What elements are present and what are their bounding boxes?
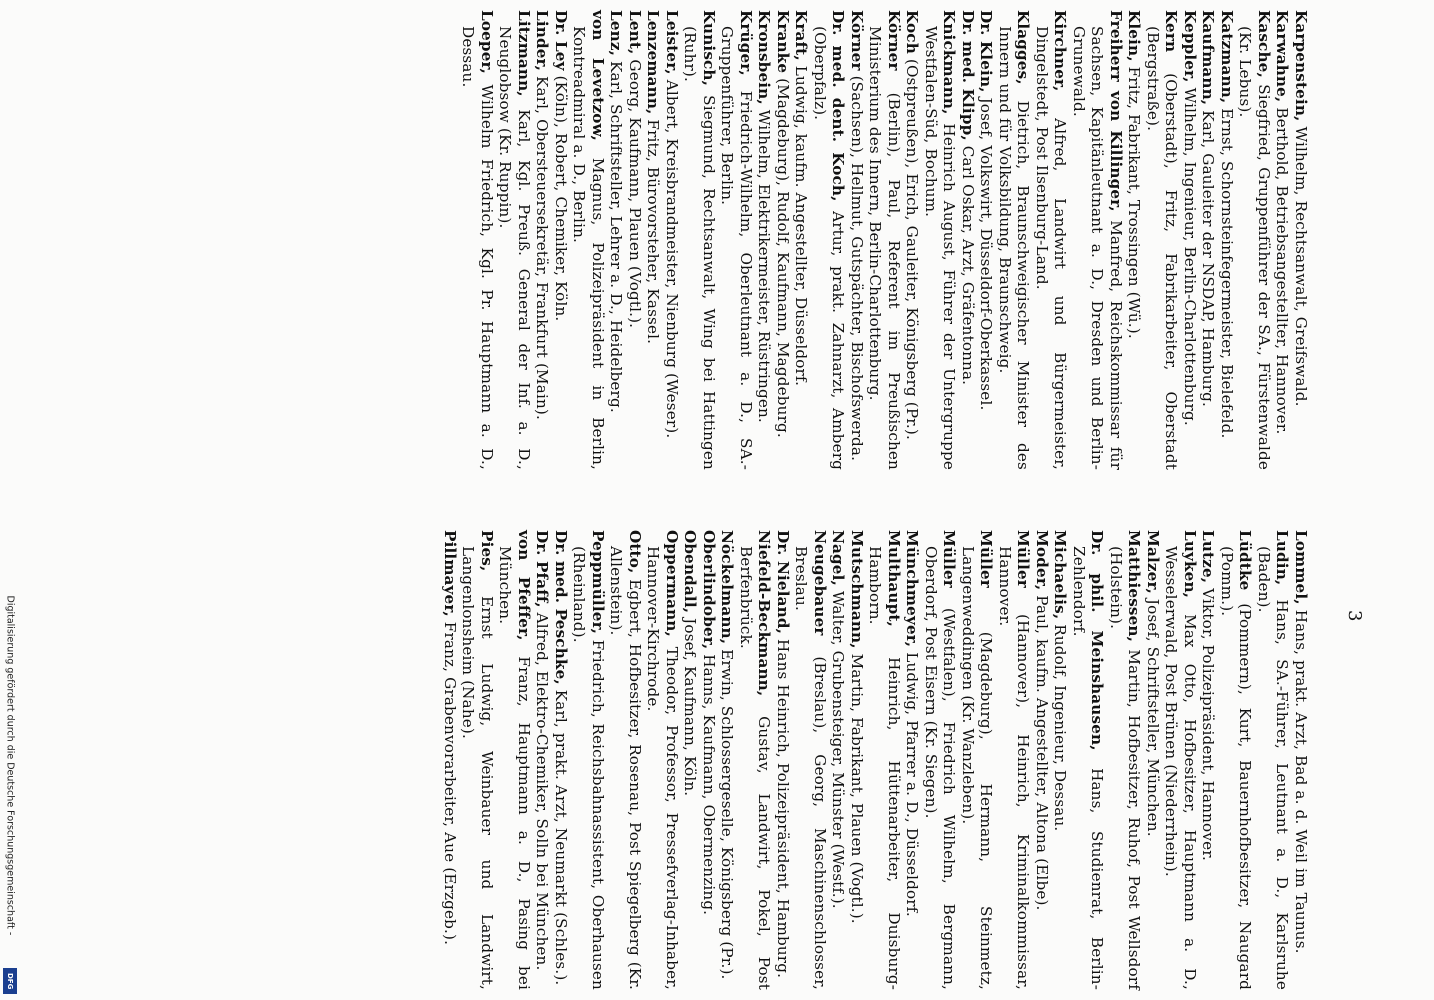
entry-details: Walter, Grubensteiger, Münster (Westf.).: [829, 585, 848, 909]
register-entry: [570, 10, 607, 470]
register-entry: [441, 530, 460, 990]
register-entry: [718, 10, 755, 470]
entry-surname: Malzer,: [1144, 530, 1162, 594]
page-number: 3: [1344, 610, 1365, 622]
entry-surname: Mutschmann,: [848, 530, 866, 649]
entry-details: (Hannover), Heinrich, Kriminalkommissar, Hannover.: [996, 546, 1033, 990]
register-entry: [626, 10, 645, 470]
register-entry: [1292, 10, 1311, 470]
entry-details: Gustav, Landwirt, Pokel, Post Berfenbrück.: [737, 546, 774, 990]
entry-details: Theodor, Professor, Pressefverlag-Inhaber, Hannover-Kirchrode.: [644, 546, 681, 990]
left-column: [459, 10, 1310, 470]
register-entry: [496, 530, 533, 990]
entry-details: Karl, Obersteuersekretär, Frankfurt (Main).: [533, 71, 552, 420]
register-entry: [459, 530, 496, 990]
entry-surname: Knickmann,: [940, 10, 959, 115]
entry-details: Karl, Kgl. Preuß. General der Inf. a. D., Neuglobsow (Kr. Ruppin).: [496, 26, 533, 470]
entry-details: Carl Oskar, Arzt, Gräfentonna.: [959, 140, 977, 386]
entry-details: Josef, Kaufmann, Köln.: [681, 613, 700, 797]
entry-surname: Katzmann,: [1218, 10, 1236, 104]
entry-details: Franz, Grabenvorarbeiter, Aue (Erzgeb.).: [441, 616, 459, 946]
entry-surname: Dr. Klein,: [977, 10, 996, 93]
entry-surname: von Pfeffer,: [515, 530, 533, 641]
entry-surname: Otto,: [626, 530, 644, 574]
entry-details: Wilhelm Friedrich, Kgl. Pr. Hauptmann a. D., Dessau.: [459, 26, 496, 470]
register-entry: [459, 10, 496, 470]
register-entry: [644, 530, 681, 990]
entry-details: Alfred, Landwirt und Bürgermeister, Dingelstedt, Post Ilsenburg-Land.: [1033, 26, 1070, 470]
entry-surname: Lommel,: [1292, 530, 1310, 605]
register-entry: [866, 10, 903, 470]
entry-details: Erwin, Schlossergeselle, Königsberg (Pr.).: [718, 644, 737, 980]
entry-details: Dietrich, Braunschweigischer Minister des Innern und für Volksbildung, Braunschweig.: [996, 26, 1033, 470]
entry-details: Ludwig, kaufm. Angestellter, Düsseldorf.: [792, 60, 811, 387]
dfg-logo: DFG: [3, 968, 17, 994]
entry-details: Artur, prakt. Zahnarzt, Amberg (Oberpfalz).: [811, 26, 848, 470]
entry-details: Karl, Schriftsteller, Lehrer a. D., Heidelberg.: [607, 56, 626, 413]
entry-surname: Klagges,: [1014, 10, 1033, 85]
entry-details: Egbert, Hofbesitzer, Rosenau, Post Spiegelberg (Kr. Allenstein).: [607, 546, 644, 990]
register-entry: [1218, 530, 1255, 990]
entry-surname: Lutze,: [1199, 530, 1218, 584]
entry-surname: Nagel,: [829, 530, 848, 586]
register-entry: [774, 530, 793, 990]
register-entry: [1162, 530, 1199, 990]
footer-text: Digitalisierung gefördert durch die Deutsche Forschungsgemeinschaft -: [4, 595, 16, 936]
entry-surname: Luyken,: [1181, 530, 1199, 599]
register-entry: [644, 10, 663, 470]
register-entry: [607, 10, 626, 470]
entry-surname: Körner: [848, 10, 866, 71]
entry-details: Berthold, Betriebsangestellter, Hannover.: [1273, 102, 1292, 435]
entry-surname: Karwahne,: [1273, 10, 1292, 103]
entry-surname: Lent,: [626, 10, 644, 55]
register-entry: [681, 10, 718, 470]
register-entry: [755, 10, 774, 470]
register-entry: [1070, 10, 1126, 470]
register-entry: [1070, 530, 1107, 990]
entry-details: Ludwig, Pfarrer a. D., Düsseldorf.: [903, 647, 922, 917]
entry-surname: Kirchner,: [1051, 10, 1070, 92]
register-entry: [1144, 10, 1181, 470]
register-entry: [959, 10, 978, 470]
entry-details: (Westfalen), Friedrich Wilhelm, Bergmann, Oberdorf, Post Eisern (Kr. Siegen).: [922, 546, 959, 990]
register-entry: [1199, 10, 1218, 470]
entry-details: (Pommern), Kurt, Bauernhofbesitzer, Naugard (Pomm.).: [1218, 546, 1255, 990]
register-entry: [811, 10, 848, 470]
entry-details: Hans, Studienrat, Berlin-Zehlendorf.: [1070, 546, 1107, 990]
entry-details: Rudolf, Ingenieur, Dessau.: [1051, 619, 1070, 832]
entry-surname: Neugebauer: [811, 530, 829, 636]
entry-surname: Linder,: [533, 10, 552, 72]
entry-details: (Breslau), Georg, Maschinenschlosser, Breslau.: [792, 546, 829, 990]
entry-details: (Sachsen), Hellmut, Gutspächter, Bischofswerda.: [848, 70, 866, 462]
register-entry: [774, 10, 793, 470]
entry-surname: Dr. Nieland,: [774, 530, 792, 635]
register-entry: [607, 530, 644, 990]
register-entry: [903, 530, 922, 990]
entry-surname: von Levetzow,: [589, 10, 607, 141]
entry-surname: Niefeld-Beckmann,: [755, 530, 774, 697]
register-entry: [848, 530, 867, 990]
entry-surname: Kunisch,: [700, 10, 718, 87]
entry-surname: Litzmann,: [515, 10, 533, 97]
entry-details: Heinrich, Hüttenarbeiter, Duisburg-Hamborn.: [866, 546, 903, 990]
entry-surname: Müller: [1014, 530, 1033, 588]
entry-details: (Ostpreußen), Erich, Gauleiter, Königsberg (Pr.).: [903, 53, 922, 440]
entry-surname: Kronsbein,: [755, 10, 774, 105]
register-entry: [533, 530, 552, 990]
register-entry: [700, 530, 719, 990]
register-entry: [1033, 530, 1052, 990]
register-entry: [1273, 10, 1292, 470]
register-entry: [1236, 10, 1273, 470]
register-entry: [496, 10, 533, 470]
entry-surname: Dr. phil. Meinshausen,: [1088, 530, 1107, 751]
register-entry: [829, 530, 848, 990]
entry-details: Josef, Volkswirt, Düsseldorf-Oberkassel.: [977, 92, 996, 411]
entry-details: Siegfried, Gruppenführer der SA., Fürstenwalde (Kr. Lebus).: [1236, 26, 1273, 470]
entry-details: Paul, kaufm. Angestellter, Altona (Elbe).: [1033, 590, 1051, 911]
entry-details: Fritz, Fabrikant, Trossingen (Wü.).: [1125, 61, 1144, 339]
entry-surname: Dr. med. Klipp,: [959, 10, 977, 141]
entry-surname: Koch: [903, 10, 922, 54]
entry-surname: Dr. Pfaff,: [533, 530, 552, 608]
entry-surname: Nöckelmann,: [718, 530, 737, 645]
entry-surname: Lüdtke: [1236, 530, 1255, 591]
entry-surname: Oppermann,: [663, 530, 681, 637]
entry-details: (Magdeburg), Rudolf, Kaufmann, Magdeburg.: [774, 73, 792, 438]
entry-details: (Berlin), Paul, Referent im Preußischen Ministerium des Innern, Berlin-Charlottenburg.: [866, 26, 903, 470]
register-entry: [792, 10, 811, 470]
entry-details: Karl, Gauleiter der NSDAP, Hamburg.: [1199, 105, 1218, 407]
register-entry: [1107, 530, 1144, 990]
register-entry: [663, 10, 682, 470]
entry-surname: Lenzemann,: [644, 10, 663, 115]
entry-surname: Kraft,: [792, 10, 811, 61]
entry-surname: Krüger,: [737, 10, 755, 76]
entry-details: Albert, Kreisbrandmeister, Nienburg (Weser).: [663, 74, 681, 439]
entry-details: Ernst, Schornsteinfegermeister, Bielefeld.: [1218, 103, 1236, 439]
entry-surname: Klein,: [1125, 10, 1144, 62]
entry-details: Max Otto, Hofbesitzer, Hauptmann a. D., Wesselerwald, Post Brünen (Niederrhein).: [1162, 546, 1199, 990]
entry-surname: Ludin,: [1273, 530, 1292, 586]
entry-surname: Lenz,: [607, 10, 626, 57]
entry-surname: Kasche,: [1255, 10, 1273, 78]
entry-details: Magnus, Polizeipräsident in Berlin, Kontreadmiral a. D., Berlin.: [570, 26, 607, 470]
entry-surname: Obendall,: [681, 530, 700, 614]
register-entry: [552, 530, 571, 990]
entry-details: Hanns, Kaufmann, Obermenzing.: [700, 649, 718, 916]
entry-details: Hans Heinrich, Polizeipräsident, Hamburg.: [774, 634, 792, 979]
entry-details: Manfred, Reichskommissar für Sachsen, Kapitänleutnant a. D., Dresden und Berlin-Grunewald.: [1070, 26, 1125, 471]
entry-details: Wilhelm, Ingenieur, Berlin-Charlottenburg.: [1181, 82, 1199, 426]
rotated-page: [175, 10, 1365, 990]
entry-details: Martin, Hofbesitzer, Ruhof, Post Wellsdorf (Holstein).: [1107, 546, 1144, 990]
entry-details: Siegmund, Rechtsanwalt, Wing bei Hattingen (Ruhr).: [681, 26, 718, 470]
entry-details: Fritz, Bürovorsteher, Kassel.: [644, 114, 663, 345]
entry-surname: Körner: [885, 10, 903, 71]
register-entry: [552, 10, 571, 470]
register-entry: [959, 530, 996, 990]
entry-surname: Kranke: [774, 10, 792, 74]
register-entry: [996, 10, 1033, 470]
entry-details: Hans, SA.-Führer, Leutnant a. D., Karlsruhe (Baden).: [1255, 546, 1292, 990]
entry-surname: Keppler,: [1181, 10, 1199, 83]
right-column: [441, 530, 1311, 990]
entry-surname: Müller: [977, 530, 996, 588]
entry-details: Heinrich August, Führer der Untergruppe Westfalen-Süd, Bochum.: [922, 26, 959, 470]
entry-details: (Oberstadt), Fritz, Fabrikarbeiter, Oberstadt (Bergstraße).: [1144, 26, 1181, 470]
entry-surname: Dr. med. dent. Koch,: [829, 10, 848, 202]
entry-surname: Karpenstein,: [1292, 10, 1310, 122]
register-entry: [1125, 10, 1144, 470]
register-entry: [1051, 530, 1070, 990]
register-entry: [1292, 530, 1311, 990]
entry-details: Friedrich, Reichsbahnassistent, Oberhausen (Rheinland).: [570, 546, 607, 990]
entry-details: Karl, prakt. Arzt, Neumarkt (Schles.).: [552, 684, 570, 986]
entry-surname: Michaelis,: [1051, 530, 1070, 620]
entry-surname: Dr. Ley: [552, 10, 570, 71]
entry-surname: Moder,: [1033, 530, 1051, 591]
entry-details: (Magdeburg), Hermann, Steinmetz, Langenweddingen (Kr. Wanzleben).: [959, 546, 996, 990]
entry-surname: Freiherr von Killinger,: [1107, 10, 1125, 212]
entry-surname: Pies,: [478, 530, 496, 572]
register-entry: [1199, 530, 1218, 990]
entry-details: Hans, prakt. Arzt, Bad a. d. Weil im Taunus.: [1292, 604, 1310, 954]
entry-details: Wilhelm, Elektrikermeister, Rüstringen.: [755, 104, 774, 423]
entry-surname: Peppmüller,: [589, 530, 607, 635]
register-entry: [1255, 530, 1292, 990]
register-entry: [866, 530, 903, 990]
entry-details: Viktor, Polizeipräsident, Hannover.: [1199, 583, 1218, 861]
entry-surname: Dr. med. Peschke,: [552, 530, 570, 685]
register-entry: [681, 530, 700, 990]
entry-details: Georg, Kaufmann, Plauen (Vogtl.).: [626, 54, 644, 329]
register-entry: [848, 10, 867, 470]
entry-surname: Multhaupt,: [885, 530, 903, 627]
entry-details: Wilhelm, Rechtsanwalt, Greifswald.: [1292, 121, 1310, 407]
register-entry: [792, 530, 829, 990]
register-entry: [533, 10, 552, 470]
entry-surname: Kaufmann,: [1199, 10, 1218, 106]
entry-details: Friedrich-Wilhelm, Oberleutnant a. D., SA.-Gruppenführer, Berlin.: [718, 26, 755, 470]
register-entry: [718, 530, 737, 990]
entry-surname: Loeper,: [478, 10, 496, 74]
entry-details: Josef, Schriftsteller, München.: [1144, 593, 1162, 837]
register-entry: [1144, 530, 1163, 990]
entry-surname: Münchmeyer,: [903, 530, 922, 648]
entry-surname: Müller: [940, 530, 959, 588]
register-entry: [737, 530, 774, 990]
register-entry: [903, 10, 922, 470]
entry-surname: Kern: [1162, 10, 1181, 53]
entry-surname: Pillmayer,: [441, 530, 459, 617]
register-entry: [1181, 10, 1200, 470]
entry-surname: Oberlindober,: [700, 530, 718, 650]
register-entry: [977, 10, 996, 470]
entry-details: Franz, Hauptmann a. D., Pasing bei München.: [496, 546, 533, 990]
register-entry: [922, 530, 959, 990]
register-entry: [1033, 10, 1070, 470]
register-entry: [570, 530, 607, 990]
register-entry: [1218, 10, 1237, 470]
entry-details: Martin, Fabrikant, Plauen (Vogtl.).: [848, 648, 866, 924]
entry-details: Ernst Ludwig, Weinbauer und Landwirt, Langenlonsheim (Nahe).: [459, 546, 496, 990]
entry-surname: Leister,: [663, 10, 681, 75]
entry-details: Alfred, Elektro-Chemiker, Solln bei München.: [533, 607, 552, 971]
entry-details: (Köln), Robert, Chemiker, Köln.: [552, 70, 570, 322]
register-entry: [996, 530, 1033, 990]
register-entry: [922, 10, 959, 470]
entry-surname: Matthiessen,: [1125, 530, 1144, 643]
